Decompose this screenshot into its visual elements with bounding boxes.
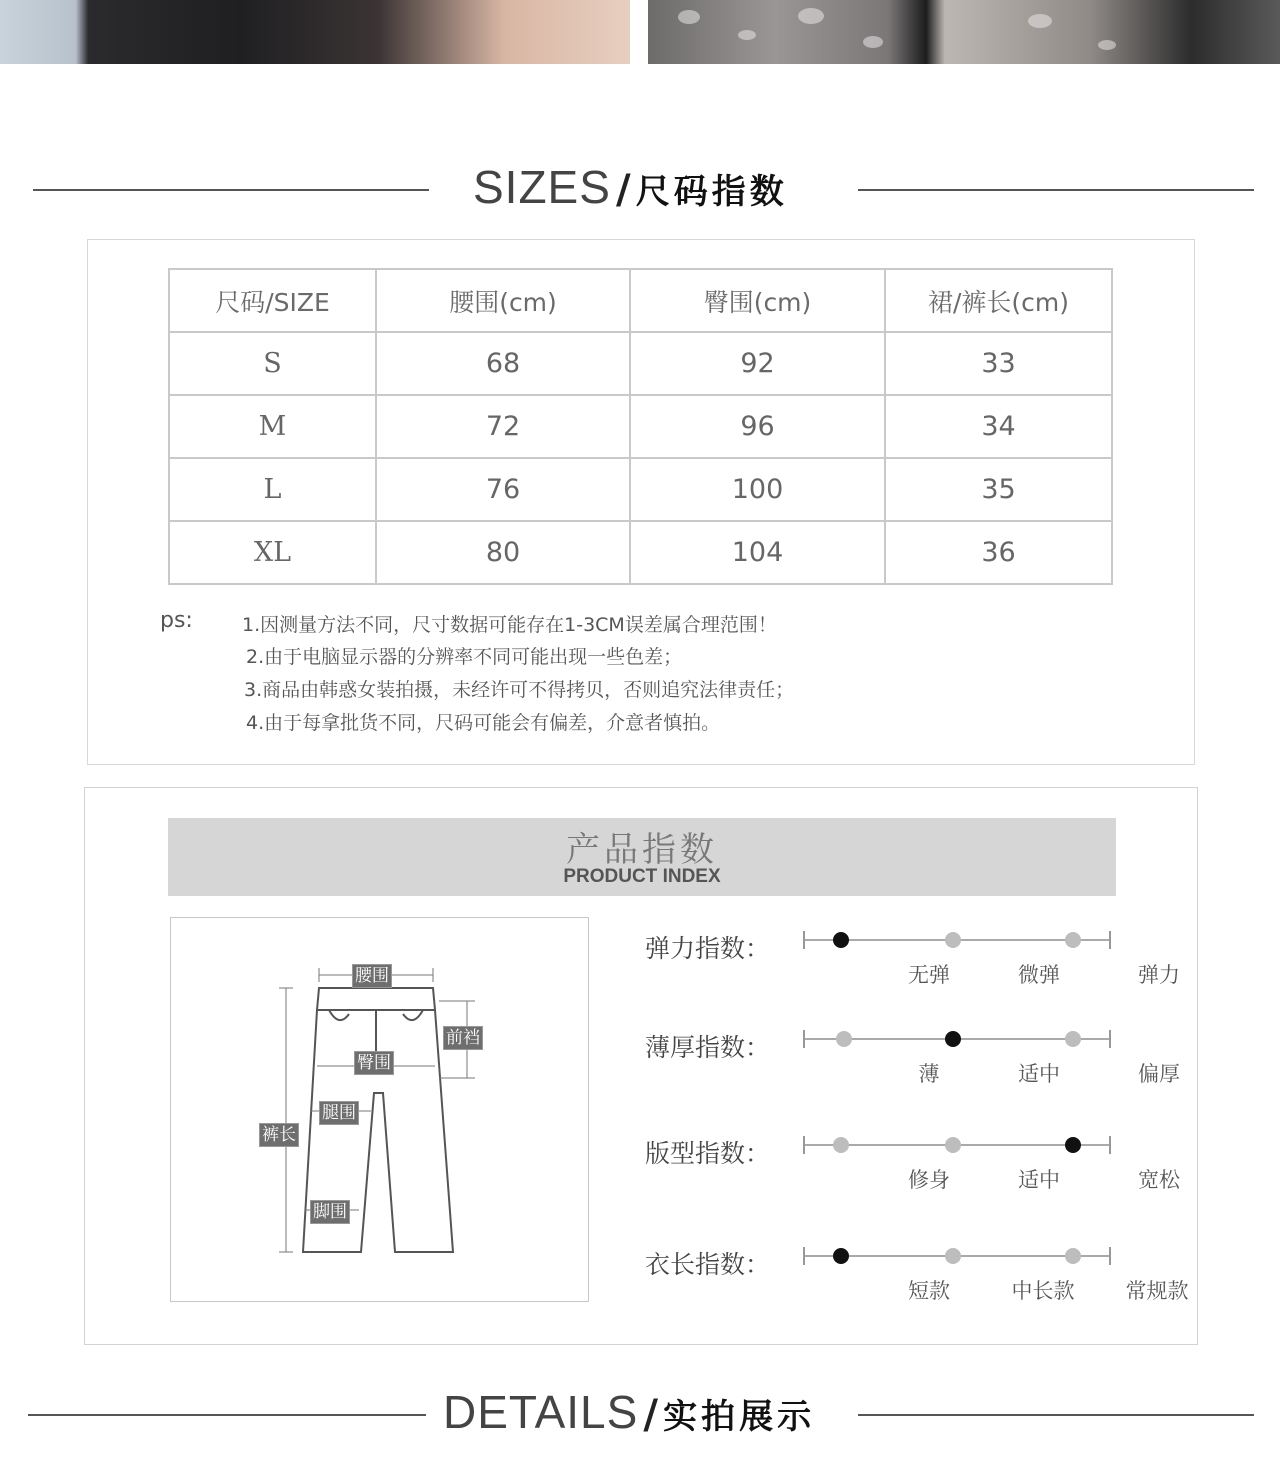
rating-label: 弹力指数： (645, 934, 771, 963)
scale-dot (833, 1248, 849, 1264)
hip-cell: 92 (630, 332, 885, 395)
rating-length (645, 1245, 1189, 1305)
heading-divider-left (33, 189, 429, 191)
length-cell: 33 (885, 332, 1112, 395)
size-table-header (169, 269, 1112, 332)
rating-option: 宽松 (1138, 1168, 1180, 1192)
scale-cap (1109, 1030, 1111, 1048)
scale-dot (836, 1031, 852, 1047)
rating-option: 适中 (1018, 1168, 1060, 1192)
heading-divider-left (28, 1414, 426, 1416)
waist-cell: 76 (376, 458, 630, 521)
table-row (169, 395, 1112, 458)
scale-dot (945, 1031, 961, 1047)
pants-measurement-diagram (170, 917, 589, 1302)
hip-cell: 96 (630, 395, 885, 458)
details-heading-en: DETAILS (443, 1386, 639, 1438)
rating-option: 适中 (1018, 1062, 1060, 1086)
length-cell: 34 (885, 395, 1112, 458)
scale-dot (1065, 1031, 1081, 1047)
waist-cell: 68 (376, 332, 630, 395)
scale-dot (833, 932, 849, 948)
product-index-banner (168, 818, 1116, 896)
scale-cap (1109, 1136, 1111, 1154)
scale-dot (1065, 1137, 1081, 1153)
header-length: 裙/裤长(cm) (885, 269, 1112, 332)
scale-cap (1109, 1247, 1111, 1265)
rating-option: 微弹 (1018, 963, 1060, 987)
sizes-heading (0, 160, 1280, 220)
table-row (169, 458, 1112, 521)
scale-cap (803, 1030, 805, 1048)
length-cell: 35 (885, 458, 1112, 521)
product-photo-left (0, 0, 630, 64)
sizes-heading-title (473, 160, 788, 214)
header-hip: 臀围(cm) (630, 269, 885, 332)
note-item: 3.商品由韩惑女装拍摄，未经许可不得拷贝，否则追究法律责任； (244, 679, 795, 701)
rating-option: 短款 (908, 1279, 950, 1303)
rating-elasticity (645, 929, 1185, 989)
diagram-label-thigh: 腿围 (319, 1101, 359, 1125)
rating-option: 偏厚 (1138, 1062, 1180, 1086)
size-cell: S (169, 332, 376, 395)
rating-fit (645, 1134, 1185, 1194)
rating-scale (803, 1134, 1111, 1154)
diagram-label-hip: 臀围 (354, 1051, 394, 1075)
waist-cell: 72 (376, 395, 630, 458)
product-index-title-en: PRODUCT INDEX (563, 866, 721, 887)
product-photo-right (648, 0, 1280, 64)
size-cell: XL (169, 521, 376, 584)
details-heading-title (443, 1385, 815, 1439)
size-cell: L (169, 458, 376, 521)
rating-option: 薄 (918, 1062, 940, 1086)
size-chart-panel (87, 239, 1195, 765)
hip-cell: 104 (630, 521, 885, 584)
table-row (169, 521, 1112, 584)
scale-dot (945, 1248, 961, 1264)
diagram-label-waist: 腰围 (352, 964, 392, 988)
sizes-heading-cn: 尺码指数 (635, 172, 788, 212)
table-row (169, 332, 1112, 395)
diagram-label-length: 裤长 (259, 1123, 299, 1147)
rating-option: 中长款 (1011, 1279, 1075, 1303)
details-heading-cn: 实拍展示 (663, 1397, 816, 1437)
note-item: 2.由于电脑显示器的分辨率不同可能出现一些色差； (246, 646, 683, 668)
heading-divider-right (858, 189, 1254, 191)
waist-cell: 80 (376, 521, 630, 584)
scale-dot (945, 932, 961, 948)
scale-dot (1065, 932, 1081, 948)
rating-label: 薄厚指数： (645, 1033, 771, 1062)
scale-dot (833, 1137, 849, 1153)
rating-scale (803, 1028, 1111, 1048)
product-index-panel (84, 787, 1198, 1345)
sizes-heading-en: SIZES (473, 161, 611, 213)
size-table (168, 268, 1113, 585)
rating-label: 衣长指数： (645, 1250, 771, 1279)
header-waist: 腰围(cm) (376, 269, 630, 332)
rating-option: 修身 (908, 1168, 950, 1192)
heading-divider-right (858, 1414, 1254, 1416)
rating-thickness (645, 1028, 1185, 1088)
size-cell: M (169, 395, 376, 458)
product-index-title-cn: 产品指数 (566, 830, 718, 870)
note-item: 4.由于每拿批货不同，尺码可能会有偏差，介意者慎拍。 (246, 712, 721, 734)
note-item: 1.因测量方法不同，尺寸数据可能存在1-3CM误差属合理范围！ (242, 614, 777, 636)
diagram-label-hem: 脚围 (310, 1200, 350, 1224)
rating-scale (803, 929, 1111, 949)
details-heading (0, 1385, 1280, 1445)
length-cell: 36 (885, 521, 1112, 584)
scale-cap (803, 1247, 805, 1265)
scale-dot (1065, 1248, 1081, 1264)
scale-cap (803, 1136, 805, 1154)
notes-ps-label: ps: (160, 608, 193, 633)
scale-cap (803, 931, 805, 949)
rating-option: 常规款 (1125, 1279, 1189, 1303)
scale-dot (945, 1137, 961, 1153)
header-size: 尺码/SIZE (169, 269, 376, 332)
scale-cap (1109, 931, 1111, 949)
rating-scale (803, 1245, 1111, 1265)
diagram-label-front-rise: 前裆 (443, 1026, 483, 1050)
heading-slash: / (616, 167, 631, 213)
hip-cell: 100 (630, 458, 885, 521)
rating-label: 版型指数： (645, 1139, 771, 1168)
rating-option: 无弹 (908, 963, 950, 987)
heading-slash: / (643, 1392, 659, 1438)
rating-option: 弹力 (1138, 963, 1180, 987)
